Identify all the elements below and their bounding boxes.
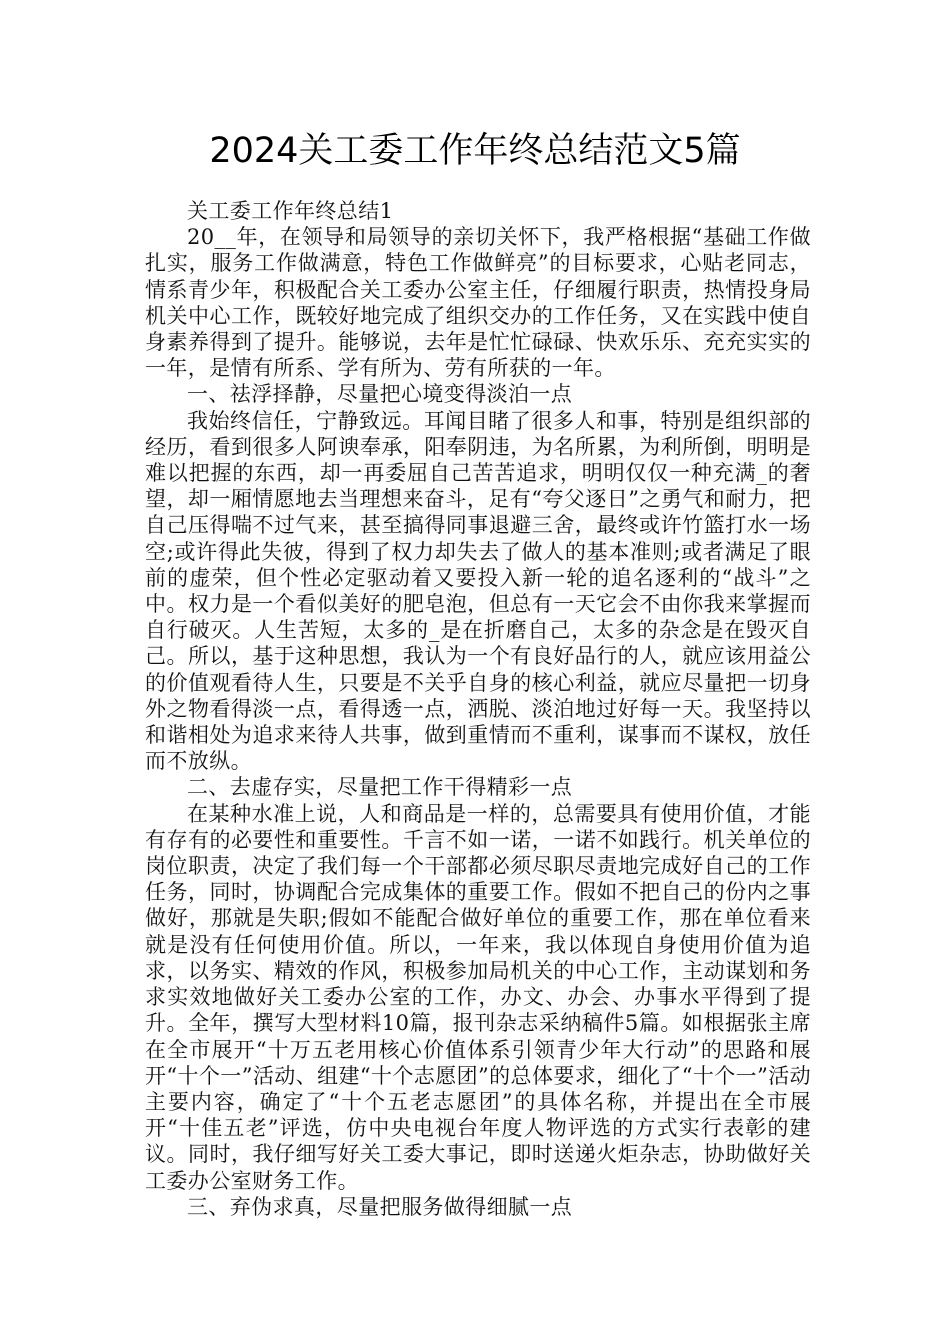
paragraph-one: 我始终信任，宁静致远。耳闻目睹了很多人和事，特别是组织部的经历，看到很多人阿谀奉承，阳奉阴违，为名所累，为利所倒，明明是难以把握的东西，却一再委屈自己苦苦追求，明明仅仅一种充满_的奢望，却一厢情愿地去当理想来奋斗，足有“夸父逐日”之勇气和耐力，把自己压得喘不过气来，甚至搞得同事退避三舍，最终或许竹篮打水一场空;或许得此失彼，得到了权力却失去了做人的基本准则;或者满足了眼前的虚荣，但个性必定驱动着又要投入新一轮的追名逐利的“战斗”之中。权力是一个看似美好的肥皂泡，但总有一天它会不由你我来掌握而自行破灭。人生苦短，太多的_是在折磨自己，太多的杂念是在毁灭自己。所以，基于这种思想，我认为一个有良好品行的人，就应该用益公的价值观看待人生，只要是不关乎自身的核心利益，就应尽量把一切身外之物看得淡一点，看得透一点，洒脱、淡泊地过好每一天。我坚持以和谐相处为追求来待人共事，做到重情而不重利，谋事而不谋权，放任而不放纵。: [145, 408, 811, 774]
document-title: 2024关工委工作年终总结范文5篇: [209, 131, 741, 171]
paragraph-intro: 20__年，在领导和局领导的亲切关怀下，我严格根据“基础工作做扎实，服务工作做满意，特色工作做鲜亮”的目标要求，心贴老同志，情系青少年，积极配合关工委办公室主任，仔细履行职责，热情投身局机关中心工作，既较好地完成了组织交办的工作任务，又在实践中使自身素养得到了提升。能够说，去年是忙忙碌碌、快欢乐乐、充充实实的一年，是情有所系、学有所为、劳有所获的一年。: [145, 225, 811, 381]
subheading-three: 三、弃伪求真，尽量把服务做得细腻一点: [187, 1194, 573, 1219]
document-body: [145, 198, 811, 1220]
subheading-one: 一、祛浮择静，尽量把心境变得淡泊一点: [187, 382, 573, 407]
paragraph-two: 在某种水准上说，人和商品是一样的，总需要具有使用价值，才能有存有的必要性和重要性。千言不如一诺，一诺不如践行。机关单位的岗位职责，决定了我们每一个干部都必须尽职尽责地完成好自己的工作任务，同时，协调配合完成集体的重要工作。假如不把自己的份内之事做好，那就是失职;假如不能配合做好单位的重要工作，那在单位看来就是没有任何使用价值。所以，一年来，我以体现自身使用价值为追求，以务实、精效的作风，积极参加局机关的中心工作，主动谋划和务求实效地做好关工委办公室的工作，办文、办会、办事水平得到了提升。全年，撰写大型材料10篇，报刊杂志采纳稿件5篇。如根据张主席在全市展开“十万五老用核心价值体系引领青少年大行动”的思路和展开“十个一”活动、组建“十个志愿团”的总体要求，细化了“十个一”活动主要内容，确定了“十个五老志愿团”的具体名称，并提出在全市展开“十佳五老”评选，仿中央电视台年度人物评选的方式实行表彰的建议。同时，我仔细写好关工委大事记，即时送递火炬杂志，协助做好关工委办公室财务工作。: [145, 801, 812, 1193]
subheading-two: 二、去虚存实，尽量把工作干得精彩一点: [187, 775, 573, 800]
section-heading-1: 关工委工作年终总结1: [187, 199, 394, 223]
